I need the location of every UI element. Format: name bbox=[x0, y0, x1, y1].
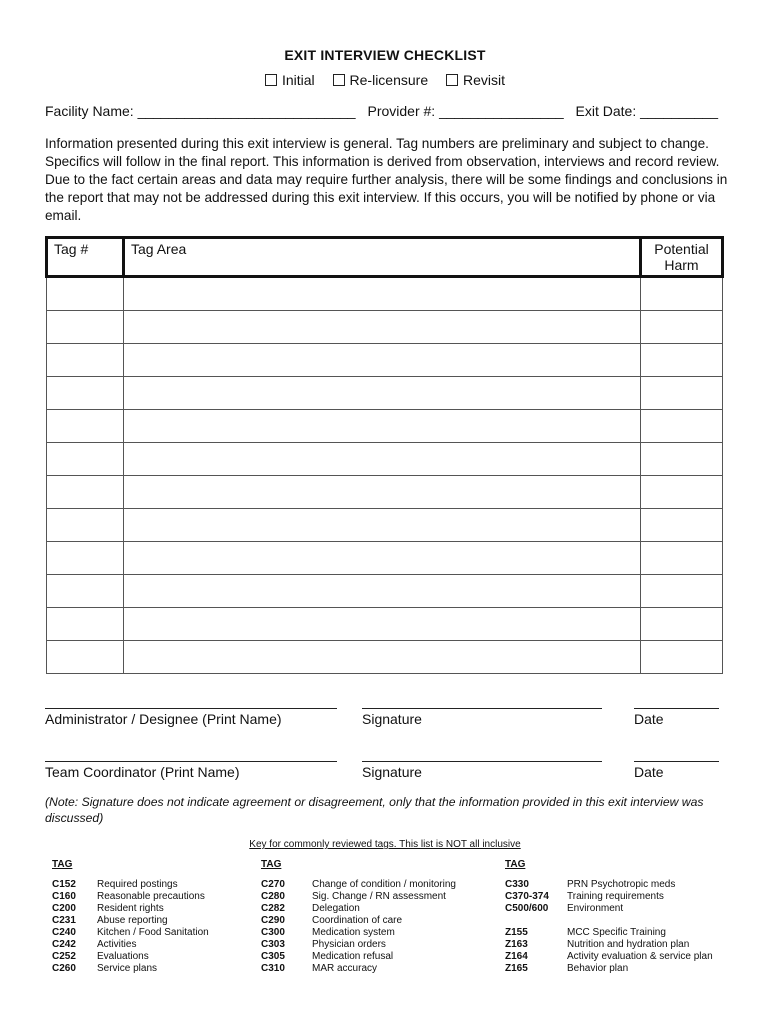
key-row bbox=[52, 903, 209, 915]
key-row bbox=[52, 963, 209, 975]
admin-signature-label: Signature bbox=[362, 711, 422, 727]
key-row bbox=[52, 891, 209, 903]
key-row bbox=[261, 903, 456, 915]
key-description: Physician orders bbox=[312, 939, 386, 950]
key-description: Delegation bbox=[312, 903, 360, 914]
checkbox-initial[interactable] bbox=[265, 74, 277, 86]
col-harm-line1: Potential bbox=[654, 241, 709, 257]
key-code: C152 bbox=[52, 879, 76, 890]
cell-tag-number[interactable] bbox=[47, 542, 124, 575]
table-row bbox=[47, 608, 723, 641]
intro-paragraph: Information presented during this exit interview is general. Tag numbers are preliminary and subject to change. Specifics will follow in the final report. This information is derived from observation, interviews and record review. Due to the fact certain areas and data may require further analysis, there will be some findings and conclusions in the report that may not be addressed during this exit interview. If this occurs, you will be notified by phone or via email. bbox=[45, 136, 728, 223]
key-title: Key for commonly reviewed tags. This list is NOT all inclusive bbox=[249, 839, 521, 850]
col-tag-number: Tag # bbox=[47, 238, 124, 277]
key-row bbox=[52, 939, 209, 951]
key-row bbox=[505, 903, 675, 915]
option-relicensure[interactable] bbox=[333, 72, 429, 88]
key-row bbox=[505, 891, 675, 903]
checkbox-relicensure[interactable] bbox=[333, 74, 345, 86]
key-code: Z165 bbox=[505, 963, 528, 974]
tag-table bbox=[45, 236, 724, 674]
key-description: Change of condition / monitoring bbox=[312, 879, 456, 890]
cell-tag-area[interactable] bbox=[124, 476, 641, 509]
cell-tag-area[interactable] bbox=[124, 542, 641, 575]
key-description: Activity evaluation & service plan bbox=[567, 951, 713, 962]
key-code: C310 bbox=[261, 963, 285, 974]
key-row bbox=[261, 915, 456, 927]
cell-tag-area[interactable] bbox=[124, 443, 641, 476]
key-description: Service plans bbox=[97, 963, 158, 974]
facility-name-field[interactable]: Facility Name: ____________________________ bbox=[45, 103, 356, 119]
cell-tag-area[interactable] bbox=[124, 311, 641, 344]
col-potential-harm bbox=[641, 238, 723, 277]
cell-tag-number[interactable] bbox=[47, 277, 124, 311]
key-code: C300 bbox=[261, 927, 285, 938]
provider-number-field[interactable]: Provider #: ________________ bbox=[367, 103, 564, 119]
key-code: C252 bbox=[52, 951, 76, 962]
key-code: C242 bbox=[52, 939, 76, 950]
cell-potential-harm[interactable] bbox=[641, 410, 723, 443]
key-description: Behavior plan bbox=[567, 963, 629, 974]
key-code: C160 bbox=[52, 891, 76, 902]
key-code: Z155 bbox=[505, 927, 528, 938]
cell-tag-area[interactable] bbox=[124, 377, 641, 410]
table-row bbox=[47, 443, 723, 476]
cell-tag-number[interactable] bbox=[47, 509, 124, 542]
checkbox-revisit[interactable] bbox=[446, 74, 458, 86]
col-harm-line2: Harm bbox=[664, 257, 699, 273]
key-code: C500/600 bbox=[505, 903, 549, 914]
key-row bbox=[261, 891, 456, 903]
key-description: Activities bbox=[97, 939, 137, 950]
team-signature-label: Signature bbox=[362, 764, 422, 780]
key-code: C231 bbox=[52, 915, 76, 926]
cell-tag-area[interactable] bbox=[124, 277, 641, 311]
table-row bbox=[47, 410, 723, 443]
key-column-3b bbox=[505, 927, 713, 975]
key-column-2 bbox=[261, 879, 456, 975]
key-description: Abuse reporting bbox=[97, 915, 168, 926]
page-title: EXIT INTERVIEW CHECKLIST bbox=[284, 47, 486, 63]
option-revisit[interactable] bbox=[446, 72, 505, 88]
cell-tag-number[interactable] bbox=[47, 575, 124, 608]
tag-table-body bbox=[47, 277, 723, 674]
key-description: Nutrition and hydration plan bbox=[567, 939, 690, 950]
key-row bbox=[52, 927, 209, 939]
key-description: PRN Psychotropic meds bbox=[567, 879, 676, 890]
cell-potential-harm[interactable] bbox=[641, 476, 723, 509]
key-row bbox=[52, 879, 209, 891]
key-code: Z163 bbox=[505, 939, 528, 950]
key-col1-header: TAG bbox=[52, 859, 73, 870]
admin-date-line[interactable] bbox=[634, 708, 719, 709]
cell-tag-number[interactable] bbox=[47, 311, 124, 344]
cell-tag-area[interactable] bbox=[124, 608, 641, 641]
key-row bbox=[505, 951, 713, 963]
cell-tag-number[interactable] bbox=[47, 641, 124, 674]
key-row bbox=[261, 879, 456, 891]
key-row bbox=[505, 927, 713, 939]
key-row bbox=[261, 951, 456, 963]
key-code: C330 bbox=[505, 879, 529, 890]
cell-potential-harm[interactable] bbox=[641, 311, 723, 344]
key-row bbox=[505, 963, 713, 975]
key-code: C280 bbox=[261, 891, 285, 902]
key-row bbox=[505, 879, 675, 891]
table-row bbox=[47, 542, 723, 575]
key-row bbox=[52, 951, 209, 963]
table-row bbox=[47, 344, 723, 377]
admin-signature-line[interactable] bbox=[362, 708, 602, 709]
key-code: C290 bbox=[261, 915, 285, 926]
admin-name-label: Administrator / Designee (Print Name) bbox=[45, 711, 282, 727]
key-code: C305 bbox=[261, 951, 285, 962]
key-row bbox=[52, 915, 209, 927]
key-description: Coordination of care bbox=[312, 915, 403, 926]
cell-tag-number[interactable] bbox=[47, 476, 124, 509]
key-code: C200 bbox=[52, 903, 76, 914]
option-revisit-label: Revisit bbox=[463, 72, 506, 88]
key-description: MCC Specific Training bbox=[567, 927, 666, 938]
table-row bbox=[47, 575, 723, 608]
key-row bbox=[261, 963, 456, 975]
key-column-3a bbox=[505, 879, 675, 915]
admin-date-label: Date bbox=[634, 711, 664, 727]
signature-note: (Note: Signature does not indicate agreement or disagreement, only that the information provided in this exit interview was discussed) bbox=[45, 795, 704, 825]
key-code: C303 bbox=[261, 939, 285, 950]
key-row bbox=[261, 939, 456, 951]
tag-table-header bbox=[47, 238, 723, 277]
cell-tag-number[interactable] bbox=[47, 344, 124, 377]
key-description: Required postings bbox=[97, 879, 178, 890]
cell-potential-harm[interactable] bbox=[641, 377, 723, 410]
table-row bbox=[47, 641, 723, 674]
key-description: Reasonable precautions bbox=[97, 891, 205, 902]
cell-tag-area[interactable] bbox=[124, 344, 641, 377]
cell-tag-number[interactable] bbox=[47, 377, 124, 410]
table-row bbox=[47, 377, 723, 410]
cell-tag-number[interactable] bbox=[47, 410, 124, 443]
cell-tag-number[interactable] bbox=[47, 608, 124, 641]
cell-potential-harm[interactable] bbox=[641, 608, 723, 641]
team-date-label: Date bbox=[634, 764, 664, 780]
key-description: Medication system bbox=[312, 927, 395, 938]
team-signature-line[interactable] bbox=[362, 761, 602, 762]
key-description: Kitchen / Food Sanitation bbox=[97, 927, 209, 938]
option-relicensure-label: Re-licensure bbox=[349, 72, 429, 88]
cell-tag-area[interactable] bbox=[124, 509, 641, 542]
admin-name-line[interactable] bbox=[45, 708, 337, 709]
key-code: C282 bbox=[261, 903, 285, 914]
cell-tag-area[interactable] bbox=[124, 410, 641, 443]
key-row bbox=[261, 927, 456, 939]
cell-potential-harm[interactable] bbox=[641, 277, 723, 311]
table-row bbox=[47, 277, 723, 311]
key-description: Resident rights bbox=[97, 903, 164, 914]
option-initial[interactable] bbox=[265, 72, 315, 88]
key-description: MAR accuracy bbox=[312, 963, 378, 974]
key-description: Medication refusal bbox=[312, 951, 394, 962]
key-col3-header: TAG bbox=[505, 859, 526, 870]
cell-potential-harm[interactable] bbox=[641, 641, 723, 674]
cell-tag-area[interactable] bbox=[124, 575, 641, 608]
key-col2-header: TAG bbox=[261, 859, 282, 870]
col-tag-area: Tag Area bbox=[124, 238, 641, 277]
option-initial-label: Initial bbox=[281, 72, 315, 88]
key-code: C240 bbox=[52, 927, 76, 938]
key-description: Environment bbox=[567, 903, 624, 914]
cell-potential-harm[interactable] bbox=[641, 509, 723, 542]
exit-date-field[interactable]: Exit Date: __________ bbox=[575, 103, 718, 119]
key-description: Training requirements bbox=[567, 891, 664, 902]
key-code: C260 bbox=[52, 963, 76, 974]
table-row bbox=[47, 311, 723, 344]
key-description: Evaluations bbox=[97, 951, 149, 962]
cell-potential-harm[interactable] bbox=[641, 344, 723, 377]
cell-potential-harm[interactable] bbox=[641, 542, 723, 575]
key-row bbox=[505, 939, 713, 951]
key-code: C370-374 bbox=[505, 891, 549, 902]
key-description: Sig. Change / RN assessment bbox=[312, 891, 446, 902]
team-name-line[interactable] bbox=[45, 761, 337, 762]
table-row bbox=[47, 509, 723, 542]
team-date-line[interactable] bbox=[634, 761, 719, 762]
key-code: C270 bbox=[261, 879, 285, 890]
key-code: Z164 bbox=[505, 951, 528, 962]
cell-tag-area[interactable] bbox=[124, 641, 641, 674]
cell-tag-number[interactable] bbox=[47, 443, 124, 476]
table-row bbox=[47, 476, 723, 509]
review-type-options bbox=[0, 72, 770, 88]
key-column-1 bbox=[52, 879, 209, 975]
cell-potential-harm[interactable] bbox=[641, 575, 723, 608]
team-name-label: Team Coordinator (Print Name) bbox=[45, 764, 240, 780]
cell-potential-harm[interactable] bbox=[641, 443, 723, 476]
facility-line bbox=[45, 103, 725, 119]
